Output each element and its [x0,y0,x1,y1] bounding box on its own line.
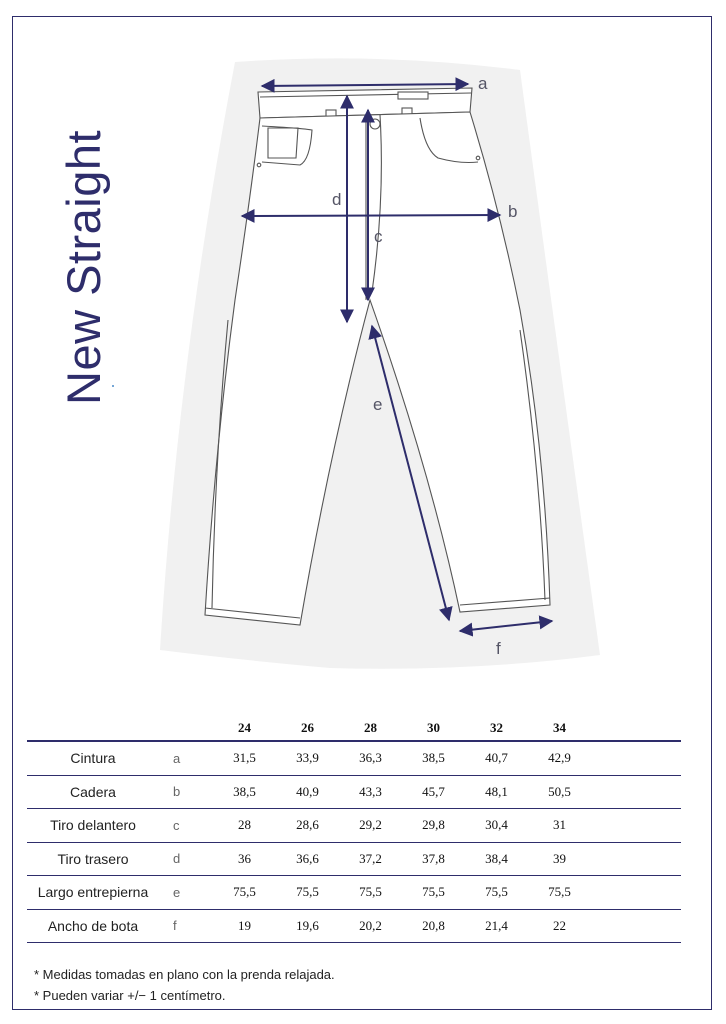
measure-value: 75,5 [339,876,402,910]
header-blank-letter [159,716,213,741]
measure-name: Tiro delantero [27,809,159,843]
measure-value: 75,5 [528,876,591,910]
measure-value: 75,5 [402,876,465,910]
table-row [27,909,681,943]
measure-value: 22 [528,909,591,943]
measure-value: 75,5 [465,876,528,910]
measure-value: 31,5 [213,741,276,775]
table-row [27,775,681,809]
size-header: 32 [465,716,528,741]
size-table [27,716,681,943]
size-header: 26 [276,716,339,741]
measure-value: 19 [213,909,276,943]
measure-value: 45,7 [402,775,465,809]
measure-value: 37,8 [402,842,465,876]
measure-name: Ancho de bota [27,909,159,943]
measure-value: 21,4 [465,909,528,943]
table-row [27,876,681,910]
measure-value: 29,8 [402,809,465,843]
measure-letter: c [159,809,213,843]
measure-value: 40,9 [276,775,339,809]
measure-name: Largo entrepierna [27,876,159,910]
measure-value: 50,5 [528,775,591,809]
measure-value: 37,2 [339,842,402,876]
measure-value: 36,3 [339,741,402,775]
table-row [27,741,681,775]
header-blank [27,716,159,741]
measure-value: 75,5 [213,876,276,910]
measure-letter: d [159,842,213,876]
measure-value: 43,3 [339,775,402,809]
measure-value: 36 [213,842,276,876]
measure-value: 38,5 [402,741,465,775]
measure-value: 33,9 [276,741,339,775]
measure-label-a: a [478,74,488,93]
measure-value: 75,5 [276,876,339,910]
measure-value: 36,6 [276,842,339,876]
measure-value: 38,5 [213,775,276,809]
size-header: 28 [339,716,402,741]
measure-letter: b [159,775,213,809]
measure-value: 39 [528,842,591,876]
measure-value: 40,7 [465,741,528,775]
measure-value: 48,1 [465,775,528,809]
table-row [27,809,681,843]
measure-value: 20,8 [402,909,465,943]
measure-label-c: c [374,227,383,246]
footnotes [34,964,335,1006]
measure-label-b: b [508,202,518,221]
footnote: * Medidas tomadas en plano con la prenda relajada. [34,967,335,982]
measure-letter: e [159,876,213,910]
header-pad [591,716,681,741]
measure-name: Tiro trasero [27,842,159,876]
measure-letter: a [159,741,213,775]
measure-label-e: e [373,395,383,414]
measure-value: 38,4 [465,842,528,876]
measure-value: 28,6 [276,809,339,843]
measure-letter: f [159,909,213,943]
table-row [27,842,681,876]
size-header-row [27,716,681,741]
footnote: * Pueden variar +/− 1 centímetro. [34,988,226,1003]
measure-value: 31 [528,809,591,843]
measure-arrow-b [242,215,500,216]
measure-label-f: f [496,639,501,658]
measure-value: 28 [213,809,276,843]
size-header: 34 [528,716,591,741]
page-title: New Straight [57,129,110,405]
size-header: 24 [213,716,276,741]
measure-value: 29,2 [339,809,402,843]
size-header: 30 [402,716,465,741]
measure-value: 19,6 [276,909,339,943]
measure-value: 30,4 [465,809,528,843]
measure-value: 20,2 [339,909,402,943]
measure-label-d: d [332,190,342,209]
measure-name: Cintura [27,741,159,775]
measure-name: Cadera [27,775,159,809]
measure-value: 42,9 [528,741,591,775]
